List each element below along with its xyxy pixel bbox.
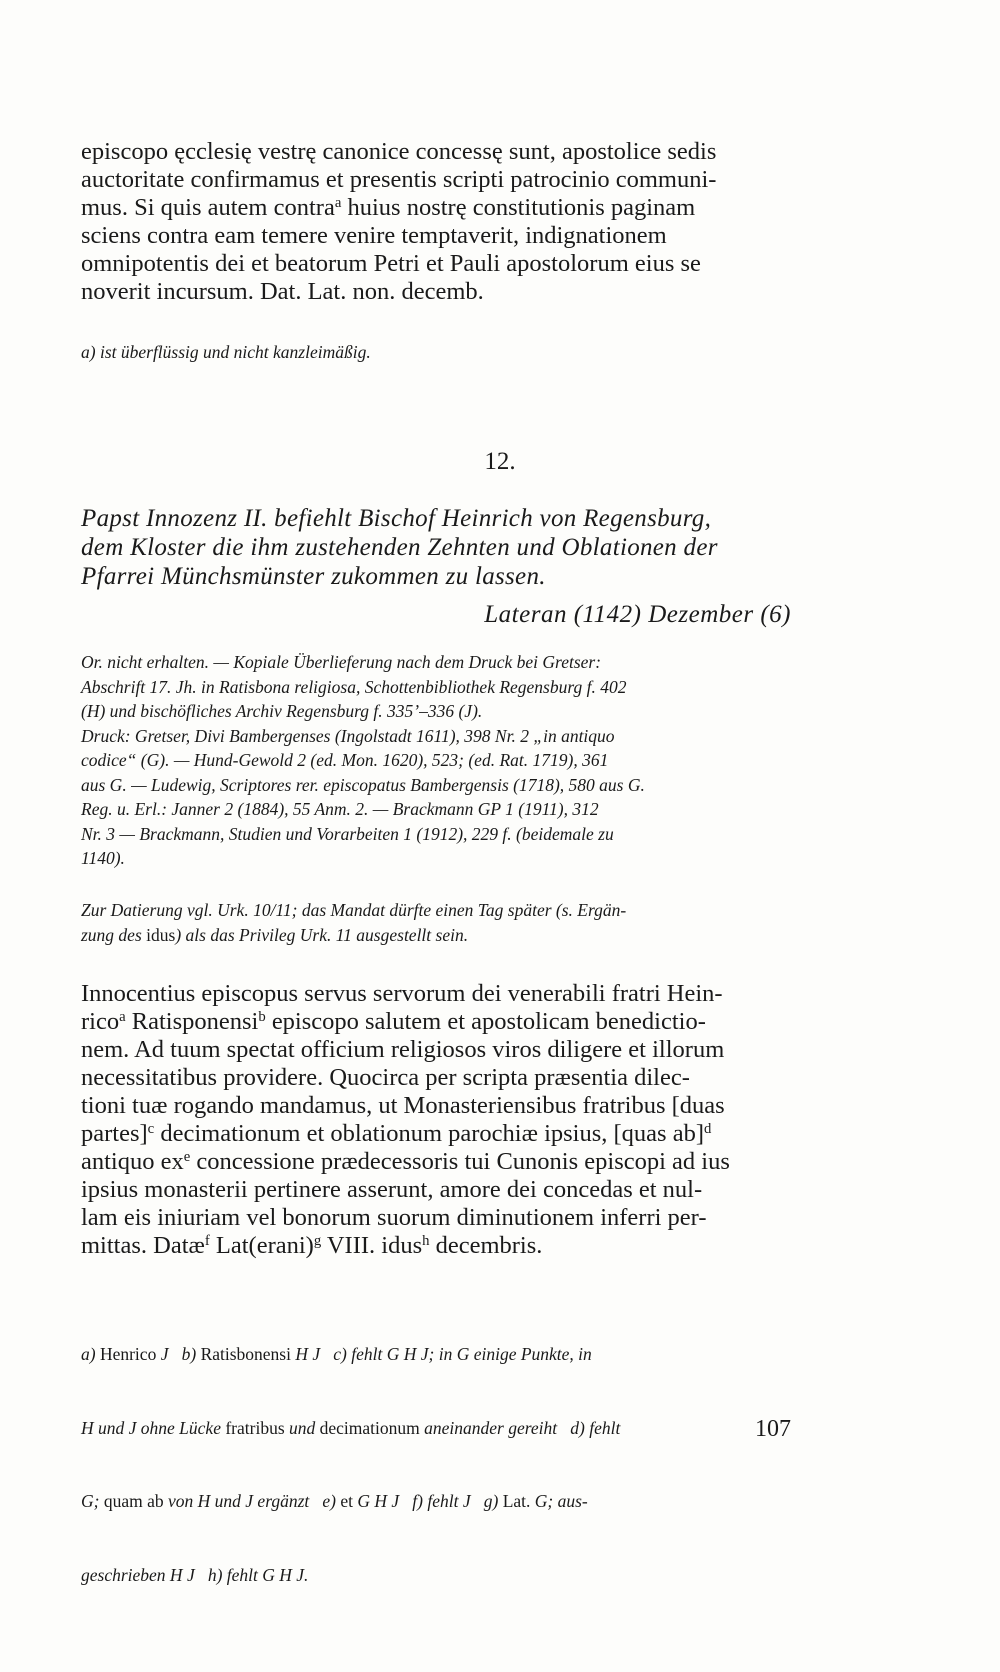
footnote-marker: e — [183, 1148, 191, 1165]
text-line: rico$^a$ Ratisponensi$^b$ episcopo salutem et apostolicam benedictio- — [81, 1008, 706, 1035]
regest-title — [81, 504, 791, 591]
footnote-marker: d — [703, 1120, 712, 1137]
text-line: lam eis iniuriam vel bonorum suorum diminutionem inferri per- — [81, 1204, 707, 1231]
note-line: Reg. u. Erl.: Janner 2 (1884), 55 Anm. 2. — Brackmann GP 1 (1911), 312 — [81, 799, 599, 819]
text-line: nem. Ad tuum spectat officium religiosos viros diligere et illorum — [81, 1036, 725, 1063]
text-line: noverit incursum. Dat. Lat. non. decemb. — [81, 278, 484, 305]
text-line: auctoritate confirmamus et presentis scripti patrocinio communi- — [81, 166, 717, 193]
text-line: partes]$^c$ decimationum et oblationum parochiæ ipsius, [quas ab]$^d$ — [81, 1120, 712, 1147]
text-line: mus. Si quis autem contra$^a$ huius nostrę constitutionis paginam — [81, 194, 696, 221]
text-line: antiquo $ex^e$ concessione prædecessoris tui Cunonis episcopi ad ius — [81, 1148, 730, 1175]
page-number: 107 — [755, 1416, 791, 1442]
text-line: mittas. Datæ$^f$ Lat(erani)$^g$ VIII. idus$^h$ decembris. — [81, 1232, 543, 1259]
note-line: G; quam ab von H und J ergänzt e) et G H J f) fehlt J g) Lat. G; aus- — [81, 1491, 588, 1511]
note-line: H und J ohne Lücke fratribus und decimationum aneinander gereiht d) fehlt — [81, 1417, 621, 1438]
note-line: Zur Datierung vgl. Urk. 10/11; das Mandat dürfte einen Tag später (s. Ergän- — [81, 900, 627, 920]
note-line: 1140). — [81, 848, 125, 868]
tradition-note — [81, 650, 791, 871]
text-line: Innocentius episcopus servus servorum dei venerabili fratri Hein- — [81, 980, 723, 1007]
footnote-marker: g — [313, 1232, 322, 1249]
footnote-marker: h — [422, 1232, 430, 1249]
note-line: codice“ (G). — Hund-Gewold 2 (ed. Mon. 1620), 523; (ed. Rat. 1719), 361 — [81, 750, 609, 770]
main-latin-text — [81, 980, 791, 1260]
note-line: zung des idus) als das Privileg Urk. 11 ausgestellt sein. — [81, 924, 469, 945]
text-line: episcopo ęcclesię vestrę canonice concessę sunt, apostolice sedis — [81, 138, 717, 165]
text-line: ipsius monasterii pertinere asserunt, amore dei concedas et nul- — [81, 1176, 703, 1203]
continuation-paragraph — [81, 138, 791, 306]
note-line: Or. nicht erhalten. — Kopiale Überlieferung nach dem Druck bei Gretser: — [81, 652, 602, 672]
footnote-marker: a — [334, 194, 342, 211]
top-footnote: a) ist überflüssig und nicht kanzleimäßig. — [81, 342, 371, 362]
footnote-marker: a — [119, 1008, 126, 1025]
note-line: a) Henrico J b) Ratisbonensi H J c) fehlt G H J; in G einige Punkte, in — [81, 1344, 592, 1364]
footnote-marker: f — [204, 1232, 210, 1249]
note-line: aus G. — Ludewig, Scriptores rer. episcopatus Bambergensis (1718), 580 aus G. — [81, 774, 645, 795]
text-line: necessitatibus providere. Quocirca per scripta præsentia dilec- — [81, 1064, 690, 1091]
text-line: sciens contra eam temere venire temptaverit, indignationem — [81, 222, 667, 249]
regest-line: Papst Innozenz II. befiehlt Bischof Heinrich von Regensburg, — [81, 505, 712, 532]
note-line: geschrieben H J h) fehlt G H J. — [81, 1564, 309, 1585]
critical-apparatus — [81, 1293, 791, 1636]
text-line: tioni tuæ rogando mandamus, ut Monasteriensibus fratribus [duas — [81, 1092, 725, 1119]
document-number: 12. — [484, 448, 516, 475]
footnote-marker: c — [147, 1120, 155, 1137]
regest-line: Pfarrei Münchsmünster zukommen zu lassen. — [81, 563, 546, 590]
note-line: (H) und bischöfliches Archiv Regensburg f. 335’–336 (J). — [81, 701, 483, 721]
note-line: Nr. 3 — Brackmann, Studien und Vorarbeiten 1 (1912), 229 f. (beidemale zu — [81, 823, 614, 844]
dating-note — [81, 898, 791, 947]
note-line: Druck: Gretser, Divi Bambergenses (Ingolstadt 1611), 398 Nr. 2 „in antiquo — [81, 725, 615, 746]
footnote-marker: b — [258, 1008, 266, 1025]
regest-line: dem Kloster die ihm zustehenden Zehnten und Oblationen der — [81, 534, 718, 561]
note-line: Abschrift 17. Jh. in Ratisbona religiosa, Schottenbibliothek Regensburg f. 402 — [81, 676, 627, 697]
text-line: omnipotentis dei et beatorum Petri et Pauli apostolorum eius se — [81, 250, 701, 277]
place-date: Lateran (1142) Dezember (6) — [484, 601, 791, 628]
